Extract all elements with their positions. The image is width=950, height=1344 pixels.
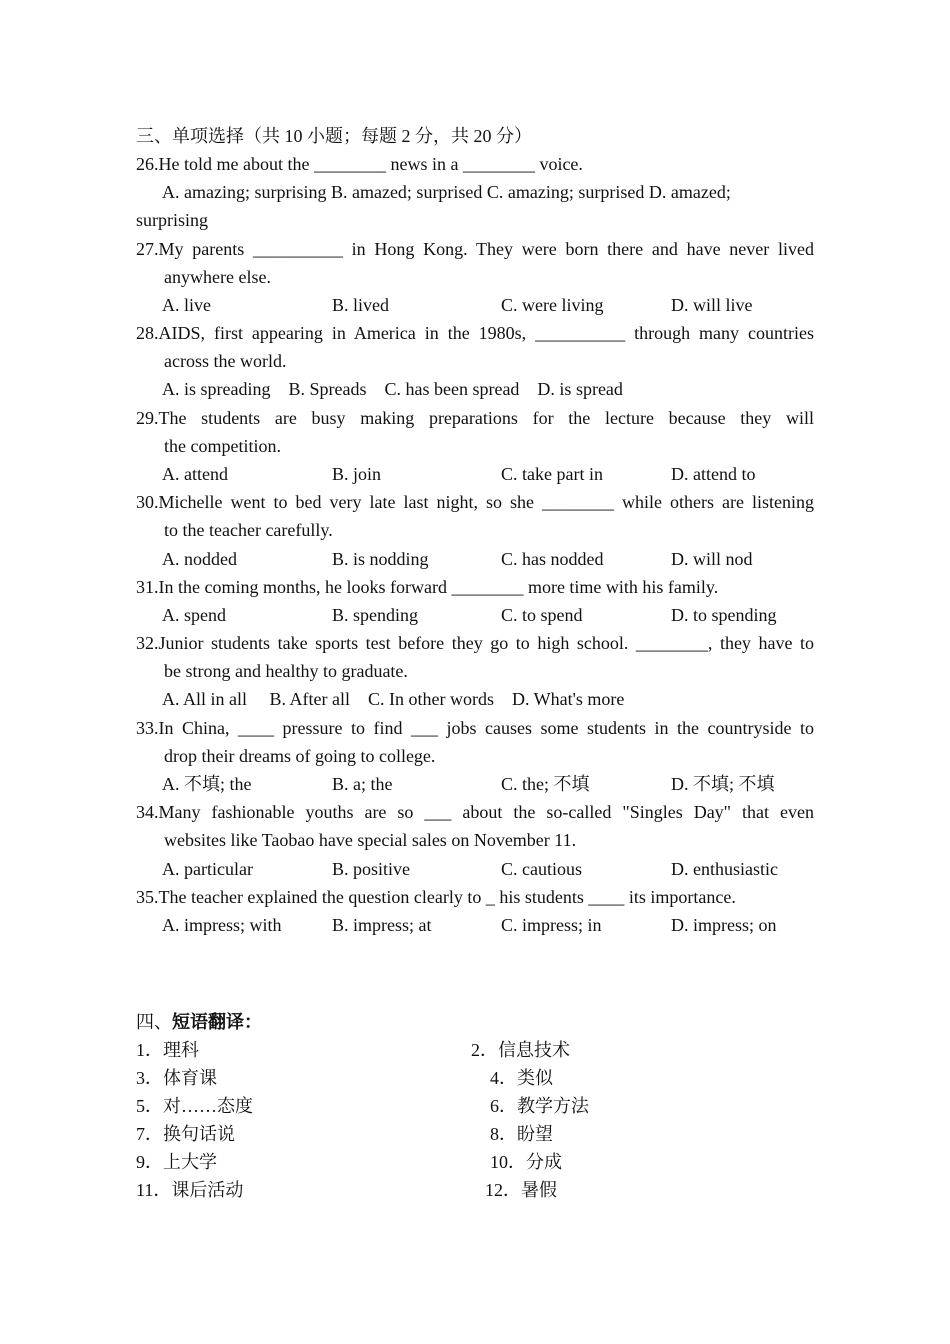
question-26-options: A. amazing; surprising B. amazed; surprised C. amazing; surprised D. amazed;: [162, 182, 731, 202]
question-35-option-a: A. impress; with: [162, 915, 282, 935]
question-35-stem: 35.The teacher explained the question clearly to _ his students ____ its importance.: [136, 887, 736, 907]
phrase-item-10: 10．分成: [490, 1152, 562, 1172]
question-30-option-b: B. is nodding: [332, 549, 429, 569]
phrase-item-4: 4．类似: [490, 1068, 553, 1088]
question-32-stem-line-1: 32.Junior students take sports test before they go to high school. ________, they have to: [136, 633, 814, 653]
question-34-stem-line-2: websites like Taobao have special sales on November 11.: [164, 830, 577, 850]
question-35-option-d: D. impress; on: [671, 915, 777, 935]
question-30-stem-line-2: to the teacher carefully.: [164, 520, 333, 540]
question-34-option-d: D. enthusiastic: [671, 859, 778, 879]
question-31-option-b: B. spending: [332, 605, 419, 625]
question-26-stem: 26.He told me about the ________ news in a ________ voice.: [136, 154, 583, 174]
question-33-option-d: D. 不填; 不填: [671, 774, 775, 794]
question-26-options-cont: surprising: [136, 210, 208, 230]
question-33-option-a: A. 不填; the: [162, 774, 252, 794]
question-33-stem-line-1: 33.In China, ____ pressure to find ___ jobs causes some students in the countryside to: [136, 718, 814, 738]
question-34-option-c: C. cautious: [501, 859, 582, 879]
question-32-options: A. All in all B. After all C. In other words D. What's more: [162, 689, 625, 709]
question-30-option-c: C. has nodded: [501, 549, 604, 569]
question-33-option-c: C. the; 不填: [501, 774, 590, 794]
section-4-heading-prefix: 四、: [136, 1012, 172, 1032]
question-27-option-d: D. will live: [671, 295, 753, 315]
question-30-option-d: D. will nod: [671, 549, 753, 569]
phrase-item-12: 12．暑假: [485, 1180, 557, 1200]
question-28-options: A. is spreading B. Spreads C. has been spread D. is spread: [162, 379, 623, 399]
question-34-stem-line-1: 34.Many fashionable youths are so ___ about the so-called "Singles Day" that even: [136, 802, 814, 822]
phrase-item-6: 6．教学方法: [490, 1096, 589, 1116]
question-31-option-c: C. to spend: [501, 605, 583, 625]
question-27-stem-line-2: anywhere else.: [164, 267, 271, 287]
question-27-option-b: B. lived: [332, 295, 389, 315]
question-27-stem-line-1: 27.My parents __________ in Hong Kong. They were born there and have never lived: [136, 239, 814, 259]
phrase-item-9: 9．上大学: [136, 1152, 217, 1172]
question-29-option-a: A. attend: [162, 464, 228, 484]
question-27-option-a: A. live: [162, 295, 211, 315]
question-30-stem-line-1: 30.Michelle went to bed very late last night, so she ________ while others are listening: [136, 492, 814, 512]
phrase-item-11: 11．课后活动: [136, 1180, 244, 1200]
section-4-heading-title: 短语翻译：: [172, 1012, 262, 1032]
question-27-option-c: C. were living: [501, 295, 604, 315]
phrase-item-2: 2．信息技术: [471, 1040, 570, 1060]
question-28-stem-line-1: 28.AIDS, first appearing in America in the 1980s, __________ through many countries: [136, 323, 814, 343]
phrase-item-8: 8．盼望: [490, 1124, 553, 1144]
phrase-item-3: 3．体育课: [136, 1068, 217, 1088]
question-29-stem-line-2: the competition.: [164, 436, 281, 456]
question-33-stem-line-2: drop their dreams of going to college.: [164, 746, 436, 766]
phrase-item-1: 1．理科: [136, 1040, 199, 1060]
question-35-option-b: B. impress; at: [332, 915, 432, 935]
phrase-item-7: 7．换句话说: [136, 1124, 235, 1144]
section-3-heading: 三、单项选择（共 10 小题；每题 2 分，共 20 分）: [136, 126, 532, 146]
question-35-option-c: C. impress; in: [501, 915, 602, 935]
question-31-option-a: A. spend: [162, 605, 226, 625]
question-29-stem-line-1: 29.The students are busy making preparations for the lecture because they will: [136, 408, 814, 428]
section-4-heading: [136, 1010, 262, 1034]
question-29-option-b: B. join: [332, 464, 382, 484]
question-28-stem-line-2: across the world.: [164, 351, 287, 371]
question-29-option-c: C. take part in: [501, 464, 603, 484]
question-32-stem-line-2: be strong and healthy to graduate.: [164, 661, 408, 681]
question-29-option-d: D. attend to: [671, 464, 756, 484]
question-31-stem: 31.In the coming months, he looks forward ________ more time with his family.: [136, 577, 719, 597]
question-31-option-d: D. to spending: [671, 605, 777, 625]
question-33-option-b: B. a; the: [332, 774, 393, 794]
question-30-option-a: A. nodded: [162, 549, 237, 569]
phrase-item-5: 5．对……态度: [136, 1096, 253, 1116]
question-34-option-a: A. particular: [162, 859, 253, 879]
question-34-option-b: B. positive: [332, 859, 411, 879]
